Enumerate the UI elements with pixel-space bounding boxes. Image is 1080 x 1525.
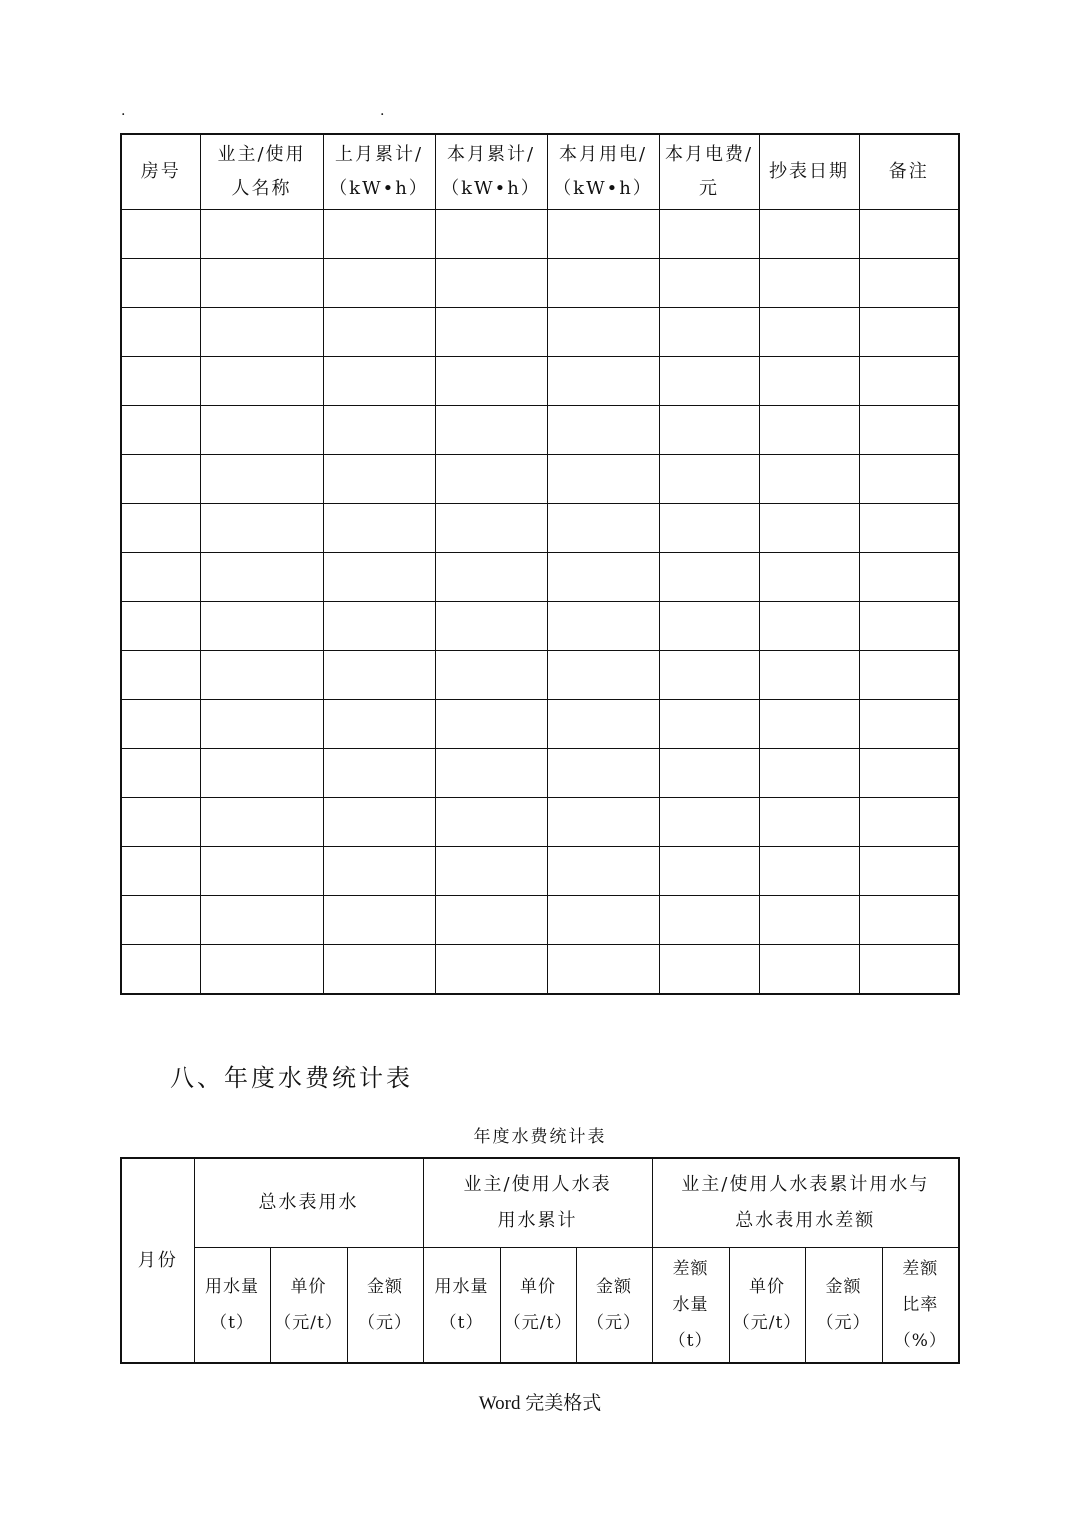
table-cell xyxy=(659,798,759,847)
table-cell xyxy=(759,504,859,553)
table-cell xyxy=(121,896,200,945)
table-cell xyxy=(323,210,435,259)
table-cell xyxy=(759,455,859,504)
table-cell xyxy=(859,504,959,553)
group-difference: 业主/使用人水表累计用水与 总水表用水差额 xyxy=(652,1158,959,1248)
header-last-month-total: 上月累计/ （kW•h） xyxy=(323,134,435,210)
table-cell xyxy=(435,896,547,945)
sub-header-difference-amount: 金额 （元） xyxy=(805,1248,882,1364)
table-row xyxy=(121,749,959,798)
table-cell xyxy=(121,210,200,259)
table-cell xyxy=(547,798,659,847)
table-cell xyxy=(759,945,859,995)
table-cell xyxy=(435,798,547,847)
page-mark-left: . xyxy=(121,103,126,119)
table-cell xyxy=(859,259,959,308)
water-header-row-1 xyxy=(121,1158,959,1248)
page-footer: Word 完美格式 xyxy=(478,1393,602,1414)
table-cell xyxy=(859,553,959,602)
table-cell xyxy=(759,553,859,602)
table-cell xyxy=(547,896,659,945)
group-owner-meter: 业主/使用人水表 用水累计 xyxy=(423,1158,652,1248)
table-cell xyxy=(200,945,323,995)
table-cell xyxy=(659,602,759,651)
table-cell xyxy=(435,210,547,259)
table-cell xyxy=(121,749,200,798)
table-cell xyxy=(859,651,959,700)
group-total-meter: 总水表用水 xyxy=(194,1158,423,1248)
table-cell xyxy=(659,259,759,308)
sub-header-owner-usage: 用水量 （t） xyxy=(423,1248,500,1364)
table-cell xyxy=(659,847,759,896)
table-cell xyxy=(659,455,759,504)
table-cell xyxy=(659,504,759,553)
table-cell xyxy=(859,602,959,651)
table-caption: 年度水费统计表 xyxy=(473,1127,607,1147)
table-cell xyxy=(659,210,759,259)
table-cell xyxy=(121,945,200,995)
table-cell xyxy=(323,651,435,700)
table-cell xyxy=(200,455,323,504)
table-cell xyxy=(659,896,759,945)
table-cell xyxy=(435,651,547,700)
table-cell xyxy=(759,406,859,455)
table-cell xyxy=(759,749,859,798)
table-cell xyxy=(759,259,859,308)
table-cell xyxy=(759,700,859,749)
table-cell xyxy=(323,455,435,504)
table-cell xyxy=(200,308,323,357)
sub-header-total-amount: 金额 （元） xyxy=(347,1248,423,1364)
table-row xyxy=(121,945,959,995)
table-cell xyxy=(323,406,435,455)
table-cell xyxy=(121,651,200,700)
table-cell xyxy=(759,308,859,357)
sub-header-difference-unit-price: 单价 （元/t） xyxy=(729,1248,805,1364)
table-cell xyxy=(121,455,200,504)
table-row xyxy=(121,896,959,945)
table-cell xyxy=(121,357,200,406)
sub-header-total-unit-price: 单价 （元/t） xyxy=(270,1248,347,1364)
header-reading-date: 抄表日期 xyxy=(759,134,859,210)
table-cell xyxy=(859,455,959,504)
table-row xyxy=(121,847,959,896)
header-owner-name: 业主/使用 人名称 xyxy=(200,134,323,210)
table-cell xyxy=(435,406,547,455)
table-cell xyxy=(121,308,200,357)
header-this-month-usage: 本月用电/ （kW•h） xyxy=(547,134,659,210)
table-cell xyxy=(200,406,323,455)
table-cell xyxy=(121,602,200,651)
table-cell xyxy=(323,847,435,896)
table-row xyxy=(121,455,959,504)
table-cell xyxy=(859,357,959,406)
table-cell xyxy=(547,847,659,896)
header-this-month-total: 本月累计/ （kW•h） xyxy=(435,134,547,210)
table-cell xyxy=(859,896,959,945)
table-cell xyxy=(121,700,200,749)
header-remarks: 备注 xyxy=(859,134,959,210)
table-cell xyxy=(659,406,759,455)
section-heading: 八、年度水费统计表 xyxy=(170,1064,413,1092)
table-cell xyxy=(323,749,435,798)
electricity-header-row xyxy=(121,134,959,210)
table-cell xyxy=(659,651,759,700)
table-cell xyxy=(547,210,659,259)
table-cell xyxy=(547,749,659,798)
table-cell xyxy=(435,308,547,357)
table-cell xyxy=(547,357,659,406)
table-row xyxy=(121,406,959,455)
table-cell xyxy=(547,602,659,651)
table-cell xyxy=(323,896,435,945)
table-cell xyxy=(759,651,859,700)
table-cell xyxy=(435,504,547,553)
table-cell xyxy=(859,406,959,455)
table-cell xyxy=(323,308,435,357)
table-cell xyxy=(859,945,959,995)
table-cell xyxy=(547,504,659,553)
page-mark-right: . xyxy=(380,103,385,119)
table-cell xyxy=(323,945,435,995)
table-cell xyxy=(121,504,200,553)
table-row xyxy=(121,651,959,700)
table-cell xyxy=(200,700,323,749)
water-header-row-2 xyxy=(121,1248,959,1364)
table-row xyxy=(121,259,959,308)
table-cell xyxy=(121,553,200,602)
table-row xyxy=(121,308,959,357)
table-cell xyxy=(435,553,547,602)
header-room-number: 房号 xyxy=(121,134,200,210)
table-cell xyxy=(200,847,323,896)
table-cell xyxy=(659,945,759,995)
table-cell xyxy=(859,308,959,357)
table-row xyxy=(121,210,959,259)
table-cell xyxy=(659,308,759,357)
table-cell xyxy=(435,259,547,308)
header-this-month-fee: 本月电费/ 元 xyxy=(659,134,759,210)
table-cell xyxy=(859,847,959,896)
table-cell xyxy=(435,847,547,896)
table-cell xyxy=(200,602,323,651)
table-cell xyxy=(435,602,547,651)
table-cell xyxy=(200,357,323,406)
table-row xyxy=(121,798,959,847)
table-cell xyxy=(547,455,659,504)
sub-header-difference-volume: 差额 水量 （t） xyxy=(652,1248,729,1364)
table-cell xyxy=(659,357,759,406)
table-cell xyxy=(859,210,959,259)
table-cell xyxy=(121,847,200,896)
table-cell xyxy=(759,602,859,651)
table-cell xyxy=(323,700,435,749)
table-cell xyxy=(200,896,323,945)
electricity-table-body xyxy=(121,210,959,995)
table-cell xyxy=(323,259,435,308)
sub-header-owner-unit-price: 单价 （元/t） xyxy=(500,1248,576,1364)
table-cell xyxy=(547,651,659,700)
sub-header-total-usage: 用水量 （t） xyxy=(194,1248,270,1364)
table-cell xyxy=(547,259,659,308)
table-cell xyxy=(200,553,323,602)
table-cell xyxy=(759,896,859,945)
table-cell xyxy=(759,210,859,259)
table-cell xyxy=(659,553,759,602)
table-cell xyxy=(323,602,435,651)
header-month: 月份 xyxy=(121,1158,194,1363)
table-cell xyxy=(759,847,859,896)
table-cell xyxy=(547,406,659,455)
table-cell xyxy=(200,749,323,798)
table-row xyxy=(121,504,959,553)
table-cell xyxy=(121,798,200,847)
sub-header-difference-ratio: 差额 比率 （%） xyxy=(882,1248,959,1364)
table-cell xyxy=(121,406,200,455)
table-cell xyxy=(435,749,547,798)
table-cell xyxy=(547,308,659,357)
table-cell xyxy=(547,700,659,749)
table-cell xyxy=(547,553,659,602)
table-cell xyxy=(200,798,323,847)
table-row xyxy=(121,553,959,602)
table-row xyxy=(121,602,959,651)
table-cell xyxy=(859,700,959,749)
table-cell xyxy=(547,945,659,995)
table-cell xyxy=(759,798,859,847)
table-cell xyxy=(759,357,859,406)
sub-header-owner-amount: 金额 （元） xyxy=(576,1248,652,1364)
table-cell xyxy=(200,259,323,308)
annual-water-fee-table xyxy=(120,1157,960,1364)
table-cell xyxy=(435,700,547,749)
table-cell xyxy=(435,357,547,406)
table-cell xyxy=(200,651,323,700)
table-cell xyxy=(200,504,323,553)
table-cell xyxy=(859,749,959,798)
table-cell xyxy=(659,749,759,798)
table-row xyxy=(121,700,959,749)
table-cell xyxy=(323,357,435,406)
table-cell xyxy=(659,700,759,749)
table-cell xyxy=(200,210,323,259)
table-cell xyxy=(323,504,435,553)
table-cell xyxy=(323,553,435,602)
table-cell xyxy=(859,798,959,847)
table-row xyxy=(121,357,959,406)
table-cell xyxy=(323,798,435,847)
electricity-reading-table xyxy=(120,133,960,995)
table-cell xyxy=(435,945,547,995)
table-cell xyxy=(121,259,200,308)
table-cell xyxy=(435,455,547,504)
